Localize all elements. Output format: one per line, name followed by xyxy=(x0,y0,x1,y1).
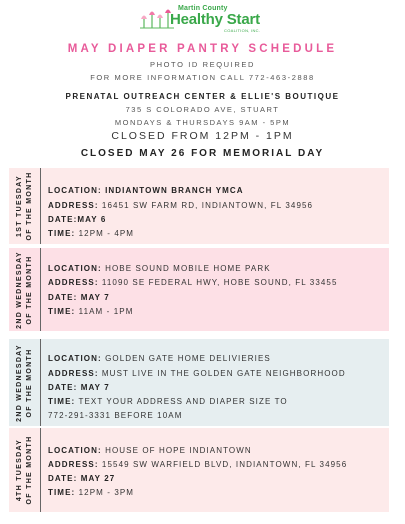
address-value: 11090 SE FEDERAL HWY, HOBE SOUND, FL 33455 xyxy=(101,278,338,287)
frequency-line-1: 1ST TUESDAY xyxy=(16,175,23,237)
more-info-note: FOR MORE INFORMATION CALL 772-463-2888 xyxy=(90,73,315,82)
event-date xyxy=(48,383,110,392)
date-value: MAY 27 xyxy=(80,474,116,483)
event-date xyxy=(48,474,115,483)
event-address xyxy=(48,460,347,469)
time-label: TIME: xyxy=(48,229,76,238)
event-card xyxy=(9,339,389,426)
event-location xyxy=(48,186,244,195)
time-label: TIME: xyxy=(48,307,76,316)
event-time-continued: 772-291-3331 BEFORE 10AM xyxy=(48,411,183,420)
time-value: TEXT YOUR ADDRESS AND DIAPER SIZE TO xyxy=(78,397,288,406)
event-card xyxy=(9,428,389,512)
frequency-line-1: 2ND WEDNESDAY xyxy=(16,343,23,422)
event-location xyxy=(48,264,271,273)
time-label: TIME: xyxy=(48,488,76,497)
event-card xyxy=(9,248,389,331)
address-label: ADDRESS: xyxy=(48,201,99,210)
event-date xyxy=(48,215,106,224)
event-card xyxy=(9,168,389,244)
event-address xyxy=(48,369,346,378)
event-frequency xyxy=(9,168,41,244)
closed-lunch-note: CLOSED FROM 12PM - 1PM xyxy=(111,130,294,142)
date-label: DATE: xyxy=(48,474,78,483)
location-value: HOBE SOUND MOBILE HOME PARK xyxy=(105,264,271,273)
date-value: MAY 6 xyxy=(77,215,107,224)
event-location xyxy=(48,446,252,455)
location-label: LOCATION: xyxy=(48,186,102,195)
address-label: ADDRESS: xyxy=(48,369,99,378)
logo-top-text: Martin County xyxy=(178,5,228,12)
event-time xyxy=(48,397,288,406)
location-label: LOCATION: xyxy=(48,264,102,273)
time-label: TIME: xyxy=(48,397,76,406)
event-frequency xyxy=(9,428,41,512)
frequency-line-2: OF THE MONTH xyxy=(26,435,33,505)
time-value: 11AM - 1PM xyxy=(78,307,134,316)
date-label: DATE: xyxy=(48,383,78,392)
event-location xyxy=(48,354,271,363)
closed-memorial-note: CLOSED MAY 26 FOR MEMORIAL DAY xyxy=(80,148,325,159)
event-date xyxy=(48,293,110,302)
time-value: 12PM - 4PM xyxy=(78,229,135,238)
frequency-line-1: 2ND WEDNESDAY xyxy=(16,250,23,329)
date-value: MAY 7 xyxy=(80,383,110,392)
location-value: INDIANTOWN BRANCH YMCA xyxy=(105,186,244,195)
address-value: MUST LIVE IN THE GOLDEN GATE NEIGHBORHOOD xyxy=(101,369,346,378)
main-location-hours: MONDAYS & THURSDAYS 9AM - 5PM xyxy=(114,118,291,127)
event-frequency xyxy=(9,339,41,426)
address-label: ADDRESS: xyxy=(48,460,99,469)
address-value: 15549 SW WARFIELD BLVD, INDIANTOWN, FL 34956 xyxy=(101,460,348,469)
main-location-name: PRENATAL OUTREACH CENTER & ELLIE'S BOUTIQUE xyxy=(65,92,340,101)
location-label: LOCATION: xyxy=(48,354,102,363)
page-title: MAY DIAPER PANTRY SCHEDULE xyxy=(67,43,338,55)
location-label: LOCATION: xyxy=(48,446,102,455)
main-location-address: 735 S COLORADO AVE, STUART xyxy=(125,105,280,114)
healthy-start-logo xyxy=(140,4,270,32)
frequency-line-2: OF THE MONTH xyxy=(26,255,33,324)
date-label: DATE: xyxy=(48,215,78,224)
location-value: GOLDEN GATE HOME DELIVIERIES xyxy=(105,354,271,363)
address-value: 16451 SW FARM RD, INDIANTOWN, FL 34956 xyxy=(101,201,314,210)
date-value: MAY 7 xyxy=(80,293,110,302)
frequency-line-2: OF THE MONTH xyxy=(26,348,33,417)
frequency-line-2: OF THE MONTH xyxy=(26,171,33,241)
tulip-icon xyxy=(140,6,174,30)
event-frequency xyxy=(9,248,41,331)
event-address xyxy=(48,278,338,287)
photo-id-note: PHOTO ID REQUIRED xyxy=(150,60,255,69)
address-label: ADDRESS: xyxy=(48,278,99,287)
location-value: HOUSE OF HOPE INDIANTOWN xyxy=(105,446,252,455)
time-value: 12PM - 3PM xyxy=(78,488,135,497)
event-time xyxy=(48,229,134,238)
event-time xyxy=(48,488,134,497)
event-address xyxy=(48,201,313,210)
date-label: DATE: xyxy=(48,293,78,302)
logo-main-text: Healthy Start xyxy=(170,11,260,28)
event-time xyxy=(48,307,133,316)
frequency-line-1: 4TH TUESDAY xyxy=(16,438,23,502)
logo-sub-text: COALITION, INC. xyxy=(224,28,261,33)
